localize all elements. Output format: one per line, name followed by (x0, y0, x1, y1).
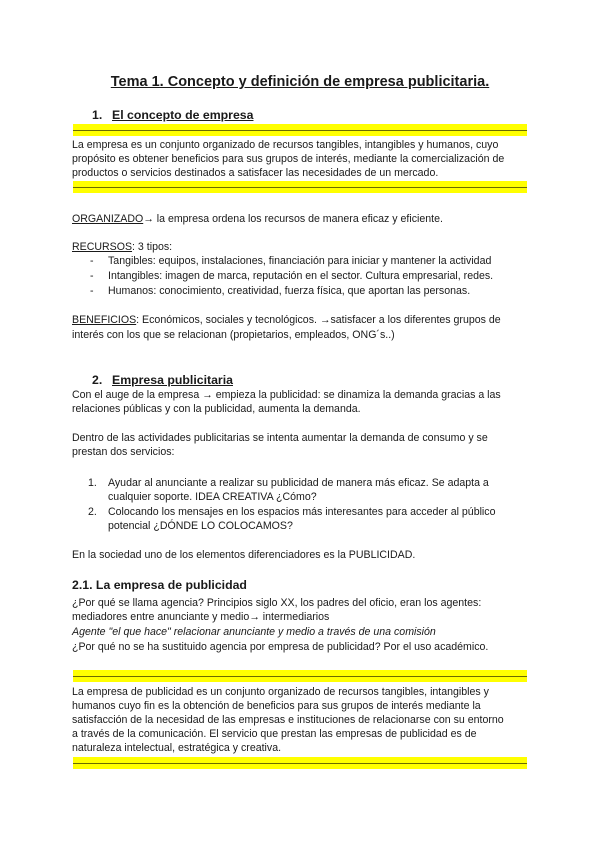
section-1-number: 1. (92, 108, 103, 122)
organizado-line (72, 212, 443, 226)
paragraph-line: mediadores entre anunciante y medio→ intermediarios (72, 611, 330, 623)
paragraph-line: ¿Por qué se llama agencia? Principios siglo XX, los padres del oficio, eran los agentes: (72, 597, 482, 609)
highlight-bar (73, 670, 527, 682)
section-2-heading (92, 373, 233, 387)
definition-line: productos o servicios destinados a satisfacer las necesidades de un mercado. (72, 167, 439, 179)
definition-line: La empresa es un conjunto organizado de recursos tangibles, intangibles y humanos, cuyo (72, 139, 499, 151)
beneficios-line-2: interés con los que se relacionan (propietarios, empleados, ONG´s..) (72, 329, 395, 341)
section-1-title: El concepto de empresa (112, 108, 254, 122)
section-2-title: Empresa publicitaria (112, 373, 233, 387)
list-item: - Humanos: conocimiento, creatividad, fuerza física, que aportan las personas. (90, 285, 471, 297)
recursos-text: : 3 tipos: (132, 241, 173, 253)
beneficios-line (72, 313, 501, 327)
paragraph-line: En la sociedad uno de los elementos diferenciadores es la PUBLICIDAD. (72, 549, 416, 561)
definition-line: satisfacción de la necesidad de las empresas e instituciones de relacionarse con su entorno (72, 714, 504, 726)
highlight-bar (73, 124, 527, 136)
definition-line: a través de la comunicación. El servicio que prestan las empresas de publicidad es de (72, 728, 477, 740)
section-2-number: 2. (92, 373, 103, 387)
recursos-line (72, 240, 172, 254)
list-item: - Intangibles: imagen de marca, reputación en el sector. Cultura empresarial, redes. (90, 270, 494, 282)
section-2-1-heading: 2.1. La empresa de publicidad (72, 578, 247, 592)
highlight-bar (73, 757, 527, 769)
definition-line: La empresa de publicidad es un conjunto organizado de recursos tangibles, intangibles y (72, 686, 489, 698)
paragraph-line: Con el auge de la empresa → empieza la publicidad: se dinamiza la demanda gracias a las (72, 389, 501, 401)
definition-line: propósito es obtener beneficios para sus grupos de interés, mediante la comercialización de (72, 153, 505, 165)
list-item: - Tangibles: equipos, instalaciones, financiación para iniciar y mantener la actividad (90, 255, 492, 267)
definition-line: humanos cuyo fin es la obtención de beneficios para sus grupos de interés mediante la (72, 700, 481, 712)
paragraph-line: prestan dos servicios: (72, 446, 175, 458)
page-title: Tema 1. Concepto y definición de empresa publicitaria. (110, 74, 490, 90)
definition-line: naturaleza intelectual, estratégica y creativa. (72, 742, 282, 754)
quote-line: Agente "el que hace" relacionar anunciante y medio a través de una comisión (72, 626, 436, 638)
paragraph-line: ¿Por qué no se ha sustituido agencia por empresa de publicidad? Por el uso académico. (72, 641, 489, 653)
beneficios-text: : Económicos, sociales y tecnológicos. →satisfacer a los diferentes grupos de (136, 314, 501, 326)
highlight-bar (73, 181, 527, 193)
numbered-item: 1. Ayudar al anunciante a realizar su publicidad de manera más eficaz. Se adapta a (88, 477, 489, 489)
numbered-item: 2. Colocando los mensajes en los espacios más interesantes para acceder al público (88, 506, 496, 518)
organizado-label: ORGANIZADO (72, 213, 144, 225)
beneficios-label: BENEFICIOS (72, 314, 137, 326)
section-1-heading (92, 108, 253, 122)
numbered-item-cont: potencial ¿DÓNDE LO COLOCAMOS? (108, 520, 293, 532)
paragraph-line: Dentro de las actividades publicitarias se intenta aumentar la demanda de consumo y se (72, 432, 488, 444)
recursos-label: RECURSOS (72, 241, 133, 253)
numbered-item-cont: cualquier soporte. IDEA CREATIVA ¿Cómo? (108, 491, 317, 503)
organizado-text: → la empresa ordena los recursos de manera eficaz y eficiente. (143, 213, 443, 225)
paragraph-line: relaciones públicas y con la publicidad, aumenta la demanda. (72, 403, 361, 415)
